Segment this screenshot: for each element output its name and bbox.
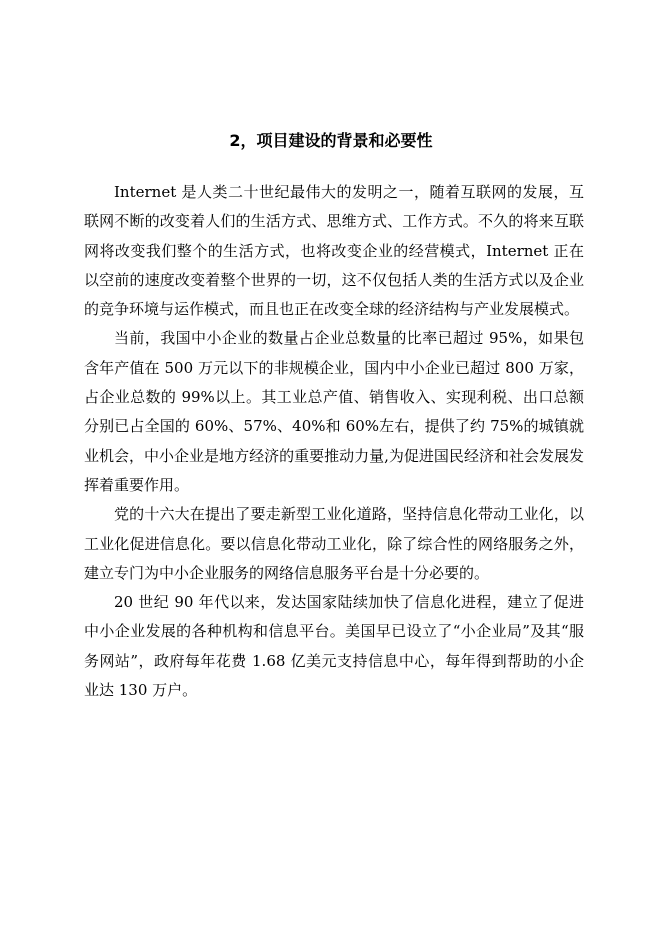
section-heading: 2，项目建设的背景和必要性 [229,131,433,150]
paragraph-developed-countries: 20 世纪 90 年代以来，发达国家陆续加快了信息化进程，建立了促进中小企业发展的各种机构和信息平台。美国早已设立了“小企业局”及其“服务网站”，政府每年花费 1.68 亿美元支持信息中心，每年得到帮助的小企业达 130 万户。 [84,593,584,700]
body-text [84,178,584,705]
paragraph-internet: Internet 是人类二十世纪最伟大的发明之一，随着互联网的发展，互联网不断的改变着人们的生活方式、思维方式、工作方式。不久的将来互联网将改变我们整个的生活方式，也将改变企业的经营模式，Internet 正在以空前的速度改变着整个世界的一切，这不仅包括人类的生活方式以及企业的竞争环境与运作模式，而且也正在改变全球的经济结构与产业发展模式。 [84,183,584,319]
paragraph-industrialization: 党的十六大在提出了要走新型工业化道路，坚持信息化带动工业化，以工业化促进信息化。要以信息化带动工业化，除了综合性的网络服务之外，建立专门为中小企业服务的网络信息服务平台是十分必要的。 [84,505,584,582]
paragraph-sme-statistics: 当前，我国中小企业的数量占企业总数量的比率已超过 95%，如果包含年产值在 500 万元以下的非规模企业，国内中小企业已超过 800 万家，占企业总数的 99%以上。其工业总产值、销售收入、实现利税、出口总额分别已占全国的 60%、57%、40%和 60%左右，提供了约 75%的城镇就业机会，中小企业是地方经济的重要推动力量,为促进国民经济和社会发展发挥着重要作用。 [84,329,584,494]
